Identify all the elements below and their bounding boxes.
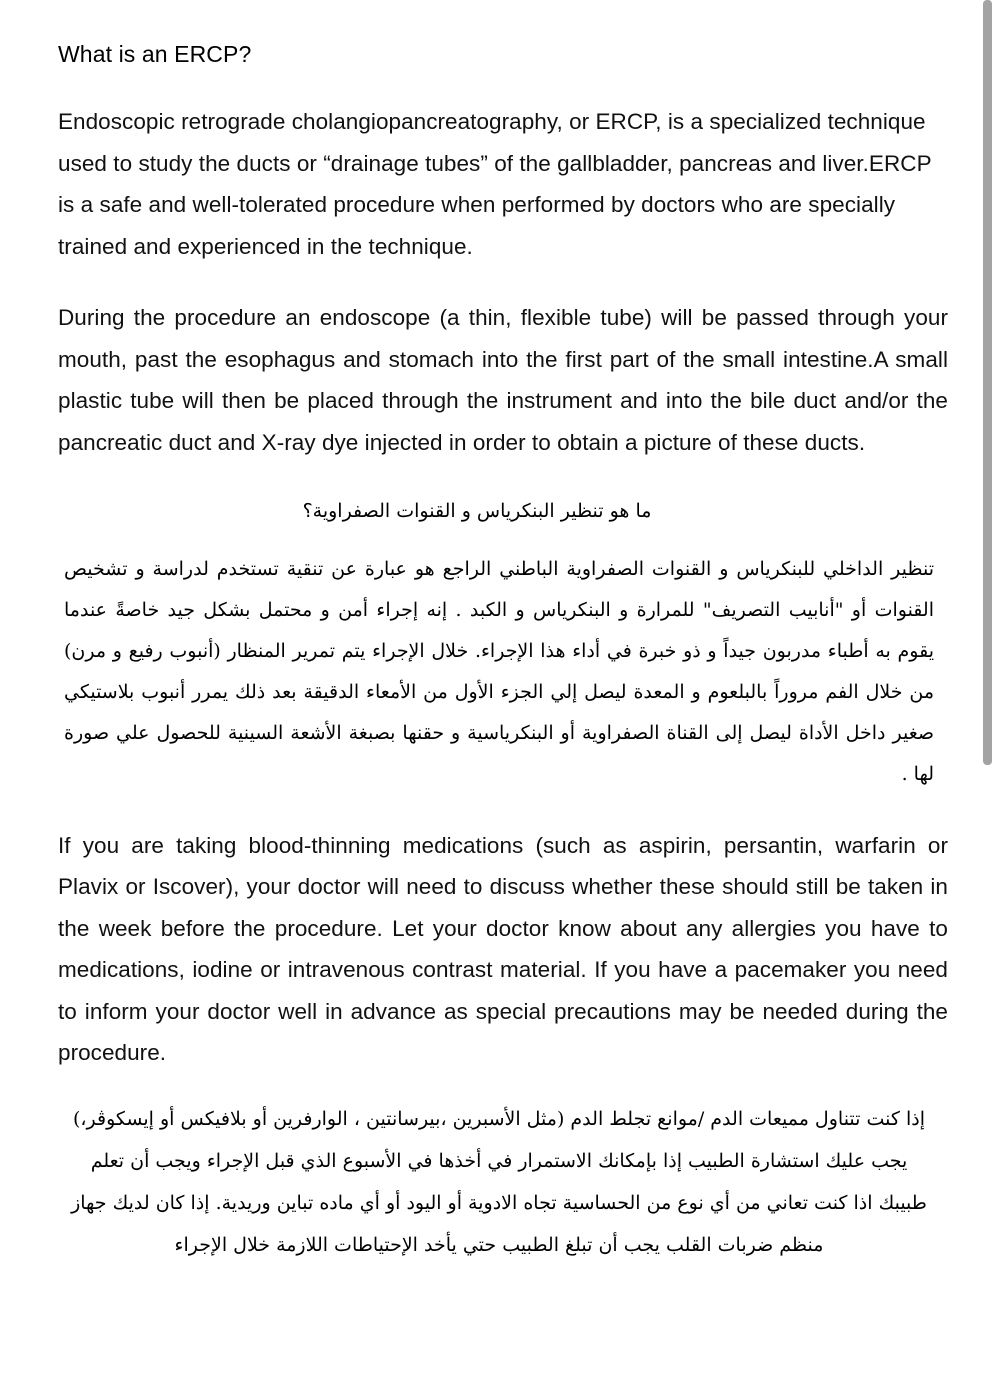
scrollbar-thumb[interactable] xyxy=(983,0,992,765)
arabic-paragraph-medication-precautions: إذا كنت تتناول مميعات الدم /موانع تجلط الدم (مثل الأسبرين ،بيرسانتين ، الوارفرين أو بلافيكس أو إيسكوڤر،) يجب عليك استشارة الطبيب إذا بإمكانك الاستمرار في أخذها في الأسبوع الذي قبل الإجراء ويجب أن تعلم طبيبك اذا كنت تعاني من أي نوع من الحساسية تجاه الادوية أو اليود أو أي ماده تباين وريدية. إذا كان لديك جهاز منظم ضربات القلب يجب أن تبلغ الطبيب حتي يأخد الإحتياطات اللازمة خلال الإجراء xyxy=(71,1107,927,1256)
paragraph-ercp-definition: Endoscopic retrograde cholangiopancreatography, or ERCP, is a specialized technique used to study the ducts or “drainage tubes” of the gallbladder, pancreas and liver.ERCP is a safe and well-tolerated procedure when performed by doctors who are specially trained and experienced in the technique. xyxy=(58,109,932,259)
arabic-section-heading: ما هو تنظير البنكرياس و القنوات الصفراوية؟ xyxy=(302,500,652,523)
arabic-paragraph-procedure-description: تنظير الداخلي للبنكرياس و القنوات الصفراوية الباطني الراجع هو عبارة عن تنقية تستخدم لدراسة و تشخيص القنوات أو "أنابيب التصريف" للمرارة و البنكرياس و الكبد . إنه إجراء أمن و محتمل بشكل جيد خاصةً عندما يقوم به أطباء مدربون جيداً و ذو خبرة في أداء هذا الإجراء. خلال الإجراء يتم تمرير المنظار (أنبوب رفيع و مرن) من خلال الفم مروراً بالبلعوم و المعدة ليصل إلي الجزء الأول من الأمعاء الدقيقة بعد ذلك يمرر أنبوب بلاستيكي صغير داخل الأداة ليصل إلى القناة الصفراوية أو البنكرياسية و حقنها بصبغة الأشعة السينية للحصول علي صورة لها . xyxy=(64,557,934,785)
page-title: What is an ERCP? xyxy=(58,41,252,67)
paragraph-procedure-description: During the procedure an endoscope (a thin, flexible tube) will be passed through your mouth, past the esophagus and stomach into the first part of the small intestine.A small plastic tube will then be placed through the instrument and into the bile duct and/or the pancreatic duct and X-ray dye injected in order to obtain a picture of these ducts. xyxy=(58,305,948,455)
paragraph-medication-precautions: If you are taking blood-thinning medications (such as aspirin, persantin, warfarin or Plavix or Iscover), your doctor will need to discuss whether these should still be taken in the week before the procedure. Let your doctor know about any allergies you have to medications, iodine or intravenous contrast material. If you have a pacemaker you need to inform your doctor well in advance as special precautions may be needed during the procedure. xyxy=(58,832,948,1066)
vertical-scrollbar[interactable] xyxy=(981,0,1000,1379)
document-body xyxy=(58,38,948,1266)
